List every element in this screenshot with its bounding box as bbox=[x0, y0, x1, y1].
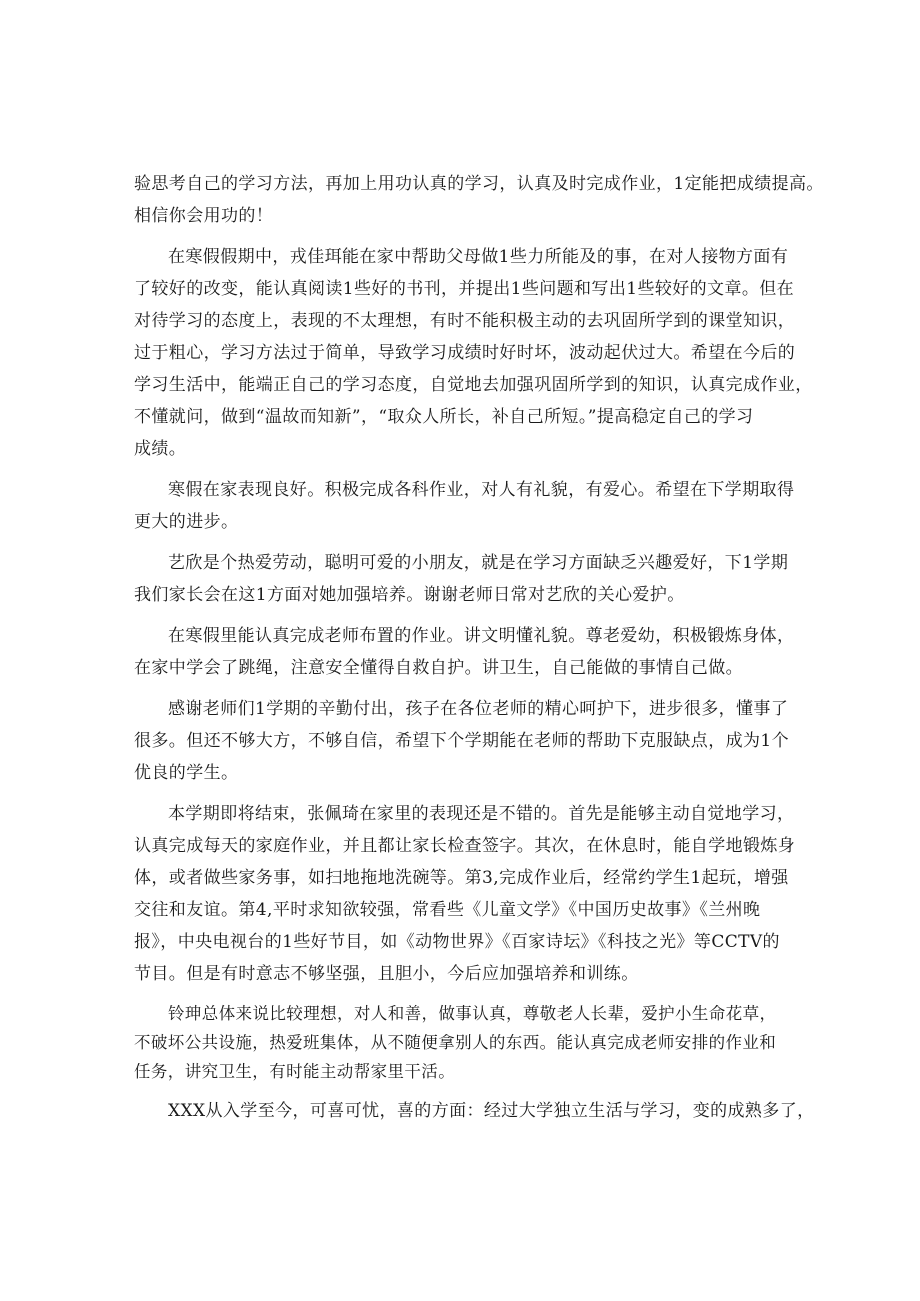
text-line: 认真完成每天的家庭作业，并且都让家长检查签字。其次，在休息时，能自学地锻炼身 bbox=[134, 836, 796, 856]
paragraph bbox=[134, 693, 794, 789]
text-line: 交往和友谊。第4,平时求知欲较强，常看些《儿童文学》《中国历史故事》《兰州晚 bbox=[134, 900, 761, 920]
text-line: 不破坏公共设施，热爱班集体，从不随便拿别人的东西。能认真完成老师安排的作业和 bbox=[134, 1033, 777, 1052]
text-line: 不懂就问，做到“温故而知新”，“取众人所长，补自己所短。”提高稳定自己的学习 bbox=[134, 407, 754, 427]
paragraph bbox=[134, 168, 824, 232]
text-line: 更大的进步。 bbox=[134, 512, 239, 532]
text-line: 在寒假假期中，戎佳珥能在家中帮助父母做1些力所能及的事，在对人接物方面有 bbox=[168, 247, 789, 267]
text-line: 艺欣是个热爱劳动，聪明可爱的小朋友，就是在学习方面缺乏兴趣爱好，下1学期 bbox=[168, 553, 789, 573]
text-line: XXX从入学至今，可喜可忧，喜的方面：经过大学独立生活与学习，变的成熟多了， bbox=[168, 1101, 815, 1121]
text-line: 了较好的改变，能认真阅读1些好的书刊，并提出1些问题和写出1些较好的文章。但在 bbox=[134, 279, 795, 299]
text-line: 学习生活中，能端正自己的学习态度，自觉地去加强巩固所学到的知识，认真完成作业， bbox=[134, 375, 813, 395]
paragraph bbox=[134, 241, 813, 465]
text-line: 验思考自己的学习方法，再加上用功认真的学习，认真及时完成作业，1定能把成绩提高。 bbox=[134, 174, 824, 194]
paragraph bbox=[134, 798, 794, 990]
paragraph bbox=[134, 474, 794, 538]
text-line: 报》，中央电视台的1些好节目，如《动物世界》《百家诗坛》《科技之光》等CCTV的 bbox=[134, 932, 780, 952]
text-line: 相信你会用功的！ bbox=[134, 206, 274, 226]
text-line: 很多。但还不够大方，不够自信，希望下个学期能在老师的帮助下克服缺点，成为1个 bbox=[134, 731, 790, 751]
document-page bbox=[134, 168, 824, 1136]
paragraph bbox=[134, 1095, 815, 1127]
text-line: 过于粗心，学习方法过于简单，导致学习成绩时好时坏，波动起伏过大。希望在今后的 bbox=[134, 343, 796, 363]
text-line: 节目。但是有时意志不够坚强，且胆小，今后应加强培养和训练。 bbox=[134, 964, 639, 984]
text-line: 优良的学生。 bbox=[134, 763, 239, 783]
text-line: 本学期即将结束，张佩琦在家里的表现还是不错的。首先是能够主动自觉地学习， bbox=[168, 804, 795, 824]
text-line: 任务，讲究卫生，有时能主动帮家里干活。 bbox=[134, 1062, 456, 1081]
text-line: 对待学习的态度上，表现的不太理想，有时不能积极主动的去巩固所学到的课堂知识， bbox=[134, 311, 796, 331]
text-line: 铃珅总体来说比较理想，对人和善，做事认真，尊敬老人长辈，爱护小生命花草， bbox=[168, 1004, 777, 1023]
text-line: 寒假在家表现良好。积极完成各科作业，对人有礼貌，有爱心。希望在下学期取得 bbox=[168, 480, 795, 500]
text-line: 我们家长会在这1方面对她加强培养。谢谢老师日常对艺欣的关心爱护。 bbox=[134, 585, 685, 605]
text-line: 体，或者做些家务事，如扫地拖地洗碗等。第3,完成作业后，经常约学生1起玩，增强 bbox=[134, 868, 789, 888]
paragraph bbox=[134, 547, 794, 611]
text-line: 成绩。 bbox=[134, 439, 187, 459]
paragraph bbox=[134, 999, 794, 1086]
text-line: 在家中学会了跳绳，注意安全懂得自救自护。讲卫生，自己能做的事情自己做。 bbox=[134, 658, 743, 678]
text-line: 在寒假里能认真完成老师布置的作业。讲文明懂礼貌。尊老爱幼，积极锻炼身体， bbox=[168, 626, 795, 646]
paragraph bbox=[134, 620, 794, 684]
text-line: 感谢老师们1学期的辛勤付出，孩子在各位老师的精心呵护下，进步很多，懂事了 bbox=[168, 699, 789, 719]
